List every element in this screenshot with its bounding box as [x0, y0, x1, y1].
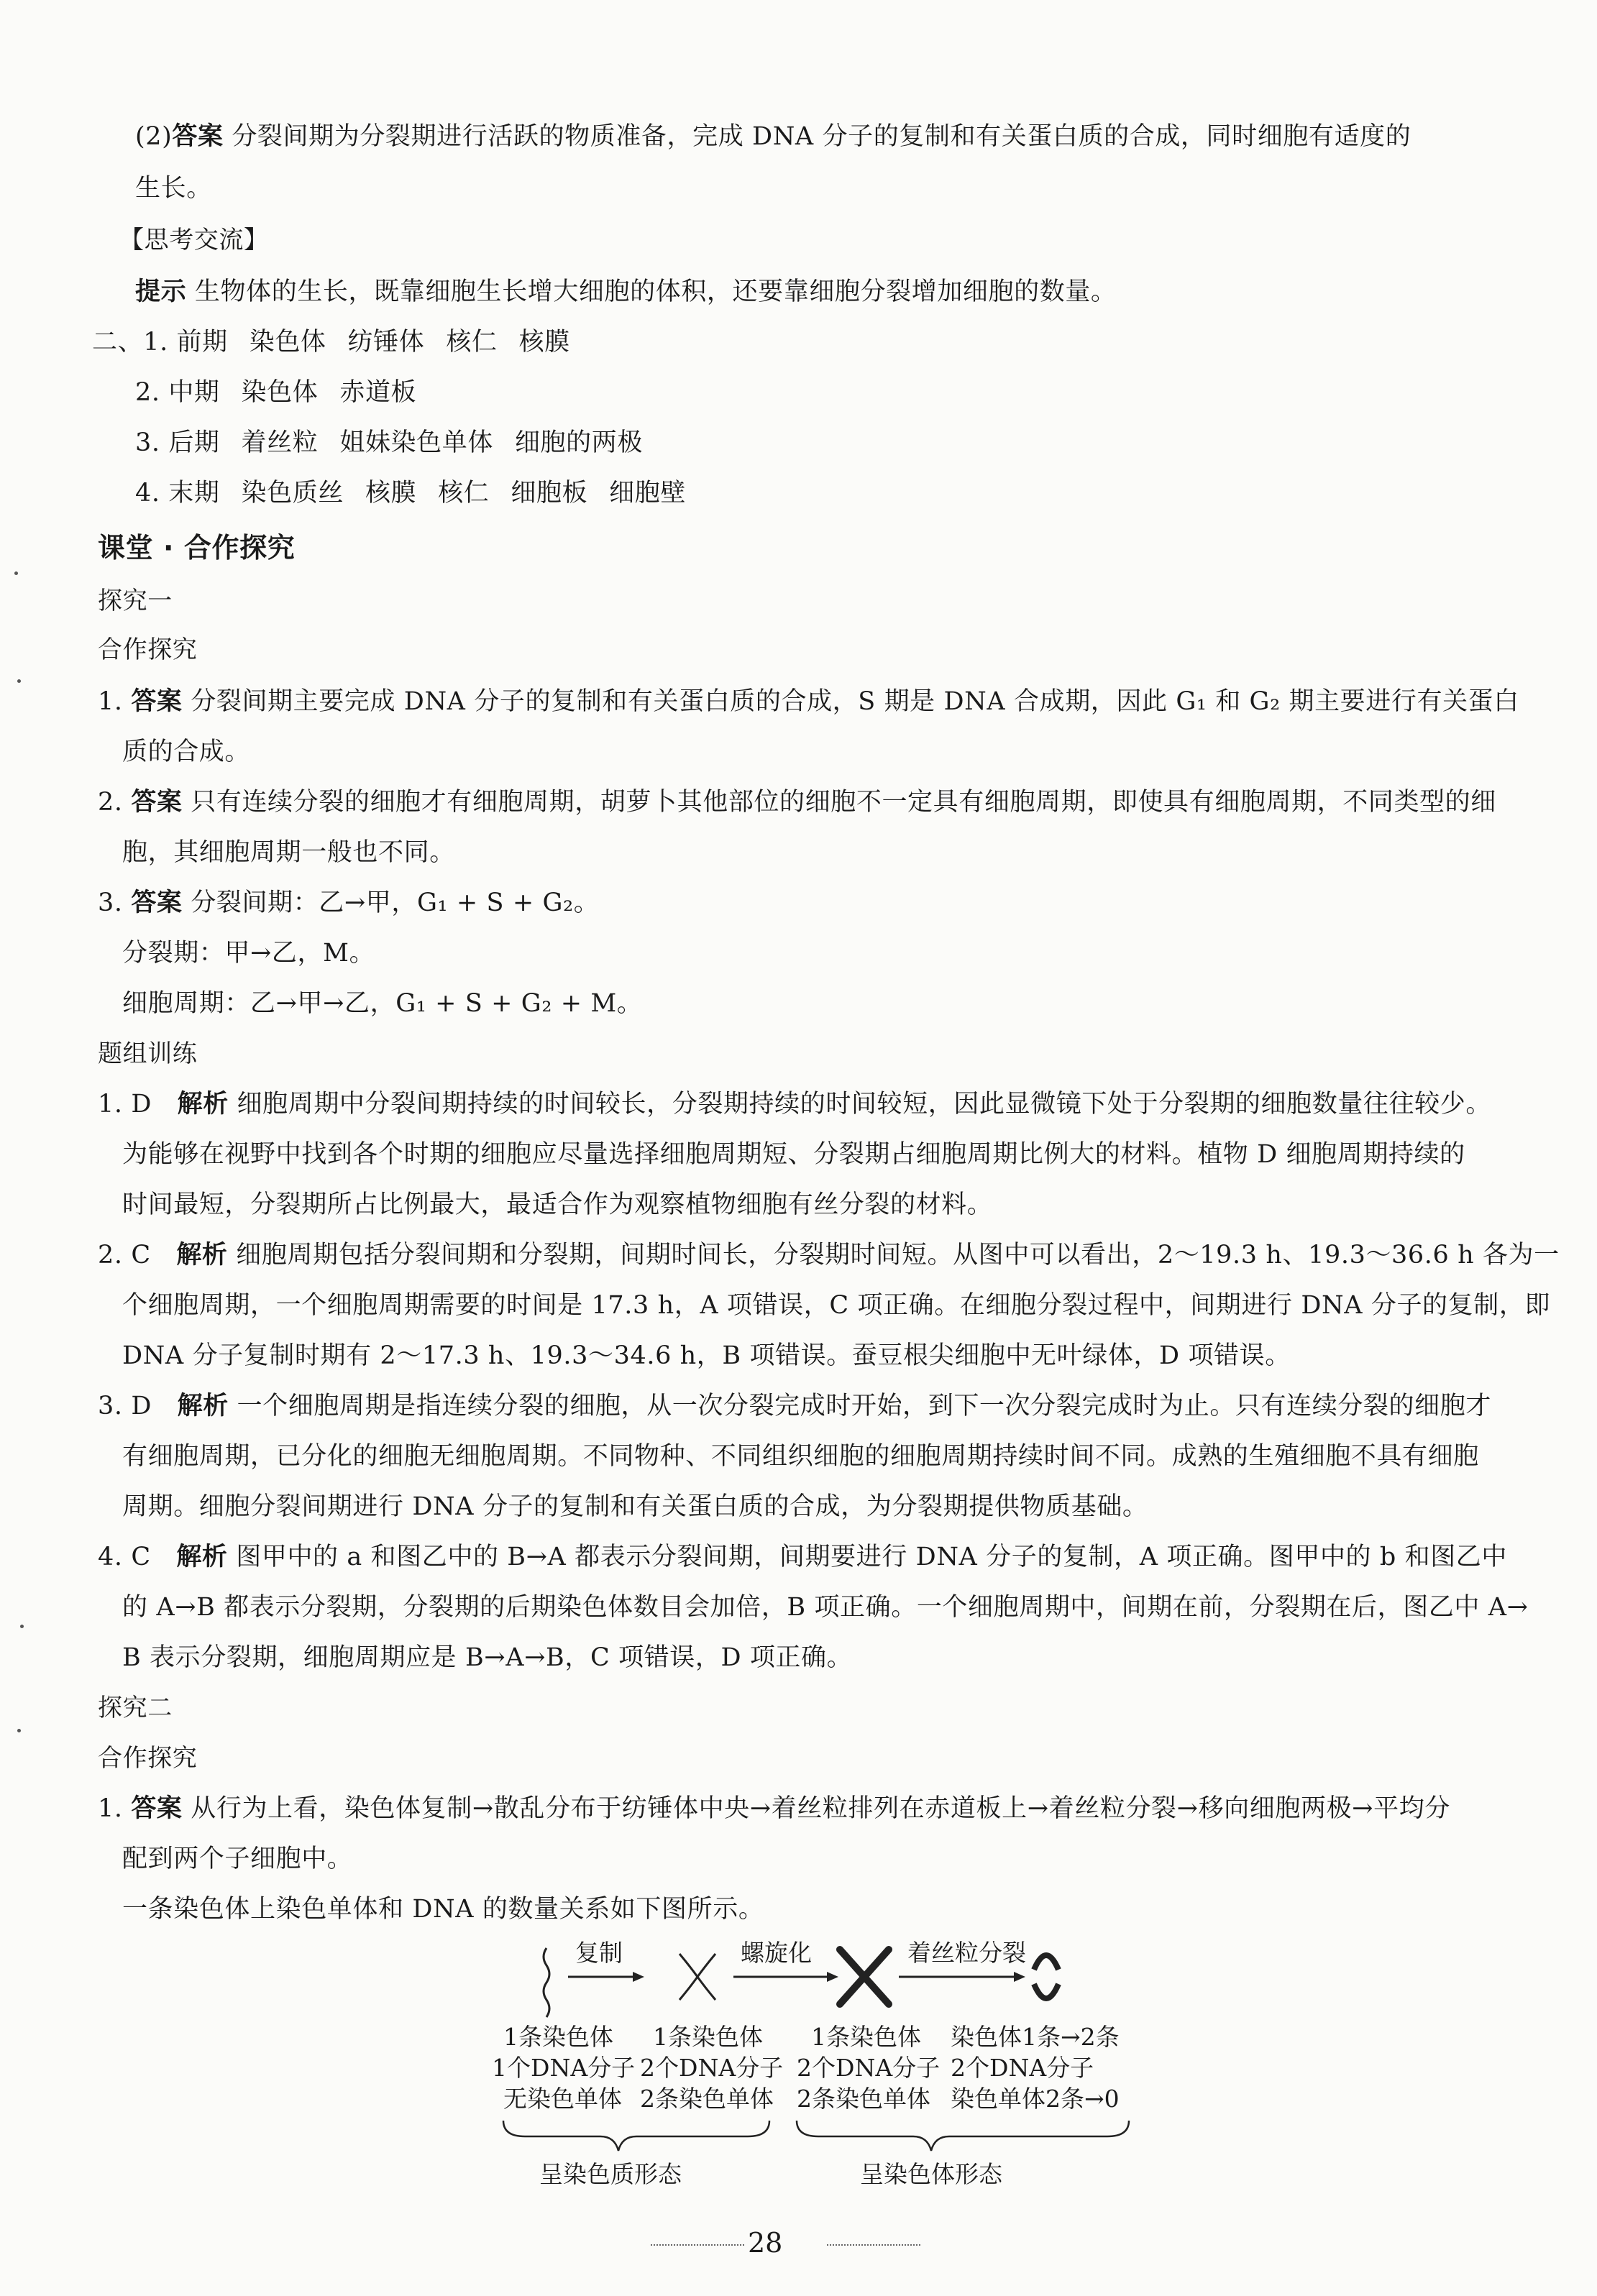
text-span: 染色体	[249, 328, 326, 357]
text-span: 3. 后期	[135, 428, 220, 457]
label-keyword: 解析	[177, 1392, 229, 1420]
label-keyword: 解析	[176, 1241, 228, 1269]
text-span: 1.	[98, 687, 132, 716]
page-number: 28	[748, 2227, 783, 2259]
column-text: 无染色单体	[503, 2085, 622, 2113]
text-span: 核膜	[518, 328, 570, 357]
subheading: 探究二	[98, 1694, 173, 1722]
text-span: 时间最短，分裂期所占比例最大，最适合作为观察植物细胞有丝分裂的材料。	[122, 1190, 993, 1219]
separated-chromosomes-icon	[1034, 1955, 1058, 1998]
text-span: 细胞周期包括分裂间期和分裂期，间期时间长，分裂期时间短。从图中可以看出，2～19.3 h、19.3～36.6 h 各为一	[227, 1241, 1560, 1269]
text-span: (2)	[135, 122, 173, 151]
label-keyword: 答案	[131, 1794, 183, 1823]
text-span: B 表示分裂期，细胞周期应是 B→A→B，C 项错误，D 项正确。	[122, 1643, 853, 1672]
text-span: 1.	[98, 1794, 132, 1823]
text-span: 生物体的生长，既靠细胞生长增大细胞的体积，还要靠细胞分裂增加细胞的数量。	[186, 277, 1117, 306]
bracket-chromatin	[503, 2121, 769, 2151]
page-number-rule-right	[827, 2244, 920, 2246]
text-span: 生长。	[135, 174, 212, 203]
text-span: 胞，其细胞周期一般也不同。	[122, 838, 455, 867]
text-span: 图甲中的 a 和图乙中的 B→A 都表示分裂间期，间期要进行 DNA 分子的复制，A 项正确。图甲中的 b 和图乙中	[227, 1543, 1508, 1571]
column-text: 2个DNA分子	[640, 2054, 784, 2082]
text-span: 一个细胞周期是指连续分裂的细胞，从一次分裂完成时开始，到下一次分裂完成时为止。只有连续分裂的细胞才	[228, 1392, 1491, 1420]
text-span: 细胞周期：乙→甲→乙，G₁ + S + G₂ + M。	[122, 989, 643, 1018]
bracket-chromosome	[797, 2121, 1129, 2151]
label-keyword: 答案	[131, 788, 183, 817]
text-span: 从行为上看，染色体复制→散乱分布于纺锤体中央→着丝粒排列在赤道板上→着丝粒分裂→移向细胞两极→平均分	[182, 1794, 1450, 1823]
text-span: 4. 末期	[135, 479, 220, 508]
text-span: 姐妹染色单体	[339, 428, 493, 457]
column-text: 2个DNA分子	[951, 2054, 1094, 2082]
diagram-column-1	[492, 2023, 635, 2113]
diagram-column-4	[951, 2023, 1120, 2113]
label-keyword: 解析	[176, 1543, 228, 1571]
text-span: 细胞的两极	[514, 428, 643, 457]
column-text: 2条染色单体	[797, 2085, 930, 2113]
chromatin-icon	[544, 1948, 549, 2017]
text-span: 2. 中期	[135, 378, 220, 407]
text-span: 细胞板	[511, 479, 588, 508]
text-span: 赤道板	[339, 378, 417, 407]
column-text: 2条染色单体	[640, 2085, 774, 2113]
text-span: 二、1. 前期	[92, 328, 228, 357]
text-span: 分裂期：甲→乙，M。	[122, 939, 375, 968]
text-span: 染色体	[241, 378, 319, 407]
text-span: 细胞周期中分裂间期持续的时间较长，分裂期持续的时间较短，因此显微镜下处于分裂期的细胞数量往往较少。	[228, 1090, 1491, 1119]
label-keyword: 答案	[131, 888, 183, 917]
diagram-column-2	[640, 2023, 783, 2113]
text-span: 核仁	[438, 479, 490, 508]
bracket-label-chromosome: 呈染色体形态	[860, 2160, 1002, 2188]
text-span: 分裂间期：乙→甲，G₁ + S + G₂。	[182, 888, 600, 917]
text-span: 细胞壁	[609, 479, 686, 508]
column-text: 1条染色体	[811, 2023, 921, 2051]
text-span: 只有连续分裂的细胞才有细胞周期，胡萝卜其他部位的细胞不一定具有细胞周期，即使具有细胞周期，不同类型的细	[182, 788, 1496, 817]
subheading: 题组训练	[98, 1039, 198, 1068]
text-span: 为能够在视野中找到各个时期的细胞应尽量选择细胞周期短、分裂期占细胞周期比例大的材料。植物 D 细胞周期持续的	[122, 1140, 1465, 1169]
text-span: 核膜	[365, 479, 417, 508]
column-text: 1个DNA分子	[492, 2054, 636, 2082]
replicated-chromatin-icon	[679, 1954, 715, 2000]
arrow-label-centromere-split: 着丝粒分裂	[907, 1939, 1026, 1967]
label-keyword: 答案	[131, 687, 183, 716]
text-span: 染色质丝	[241, 479, 344, 508]
text-span: 3.	[98, 888, 132, 917]
text-span: 3. D	[98, 1392, 178, 1420]
text-span: 4. C	[98, 1543, 177, 1571]
column-text: 1条染色体	[503, 2023, 613, 2051]
text-span: 周期。细胞分裂间期进行 DNA 分子的复制和有关蛋白质的合成，为分裂期提供物质基础。	[122, 1492, 1148, 1521]
text-span: 1. D	[98, 1090, 178, 1119]
bracket-label-chromatin: 呈染色质形态	[539, 2160, 682, 2188]
column-text: 1条染色体	[653, 2023, 763, 2051]
text-span: 2. C	[98, 1241, 177, 1269]
subheading: 合作探究	[98, 635, 198, 664]
text-span: 着丝粒	[241, 428, 319, 457]
subheading: 探究一	[98, 587, 173, 615]
column-text: 染色体1条→2条	[951, 2023, 1120, 2051]
arrow-label-replicate: 复制	[575, 1939, 623, 1967]
text-span: 个细胞周期，一个细胞周期需要的时间是 17.3 h，A 项错误，C 项正确。在细胞分裂过程中，间期进行 DNA 分子的复制，即	[122, 1291, 1551, 1320]
text-span: 质的合成。	[122, 738, 251, 766]
text-span: 配到两个子细胞中。	[122, 1845, 353, 1873]
text-span: DNA 分子复制时期有 2～17.3 h、19.3～34.6 h，B 项错误。蚕豆根尖细胞中无叶绿体，D 项错误。	[122, 1341, 1291, 1370]
label-keyword: 解析	[177, 1090, 229, 1119]
column-text: 染色单体2条→0	[951, 2085, 1120, 2113]
text-span: 一条染色体上染色单体和 DNA 的数量关系如下图所示。	[122, 1895, 764, 1924]
text-span: 核仁	[446, 328, 498, 357]
chromosome-x-icon	[840, 1950, 889, 2004]
text-span: 纺锤体	[347, 328, 425, 357]
text-span: 分裂间期主要完成 DNA 分子的复制和有关蛋白质的合成，S 期是 DNA 合成期，因此 G₁ 和 G₂ 期主要进行有关蛋白	[182, 687, 1519, 716]
label-keyword: 答案	[172, 122, 224, 151]
label-keyword: 提示	[135, 277, 187, 306]
text-span: 的 A→B 都表示分裂期，分裂期的后期染色体数目会加倍，B 项正确。一个细胞周期中，间期在前，分裂期在后，图乙中 A→	[122, 1593, 1529, 1622]
diagram-column-3	[797, 2023, 940, 2113]
text-span: 有细胞周期，已分化的细胞无细胞周期。不同物种、不同组织细胞的细胞周期持续时间不同。成熟的生殖细胞不具有细胞	[122, 1442, 1479, 1471]
section-heading: 课堂 · 合作探究	[98, 532, 296, 564]
subheading: 【思考交流】	[119, 226, 269, 254]
page-number-rule-left	[651, 2244, 744, 2246]
arrow-label-spiral: 螺旋化	[741, 1939, 812, 1967]
subheading: 合作探究	[98, 1744, 198, 1773]
column-text: 2个DNA分子	[797, 2054, 941, 2082]
text-span: 分裂间期为分裂期进行活跃的物质准备，完成 DNA 分子的复制和有关蛋白质的合成，同时细胞有适度的	[223, 122, 1411, 151]
text-span: 2.	[98, 788, 132, 817]
